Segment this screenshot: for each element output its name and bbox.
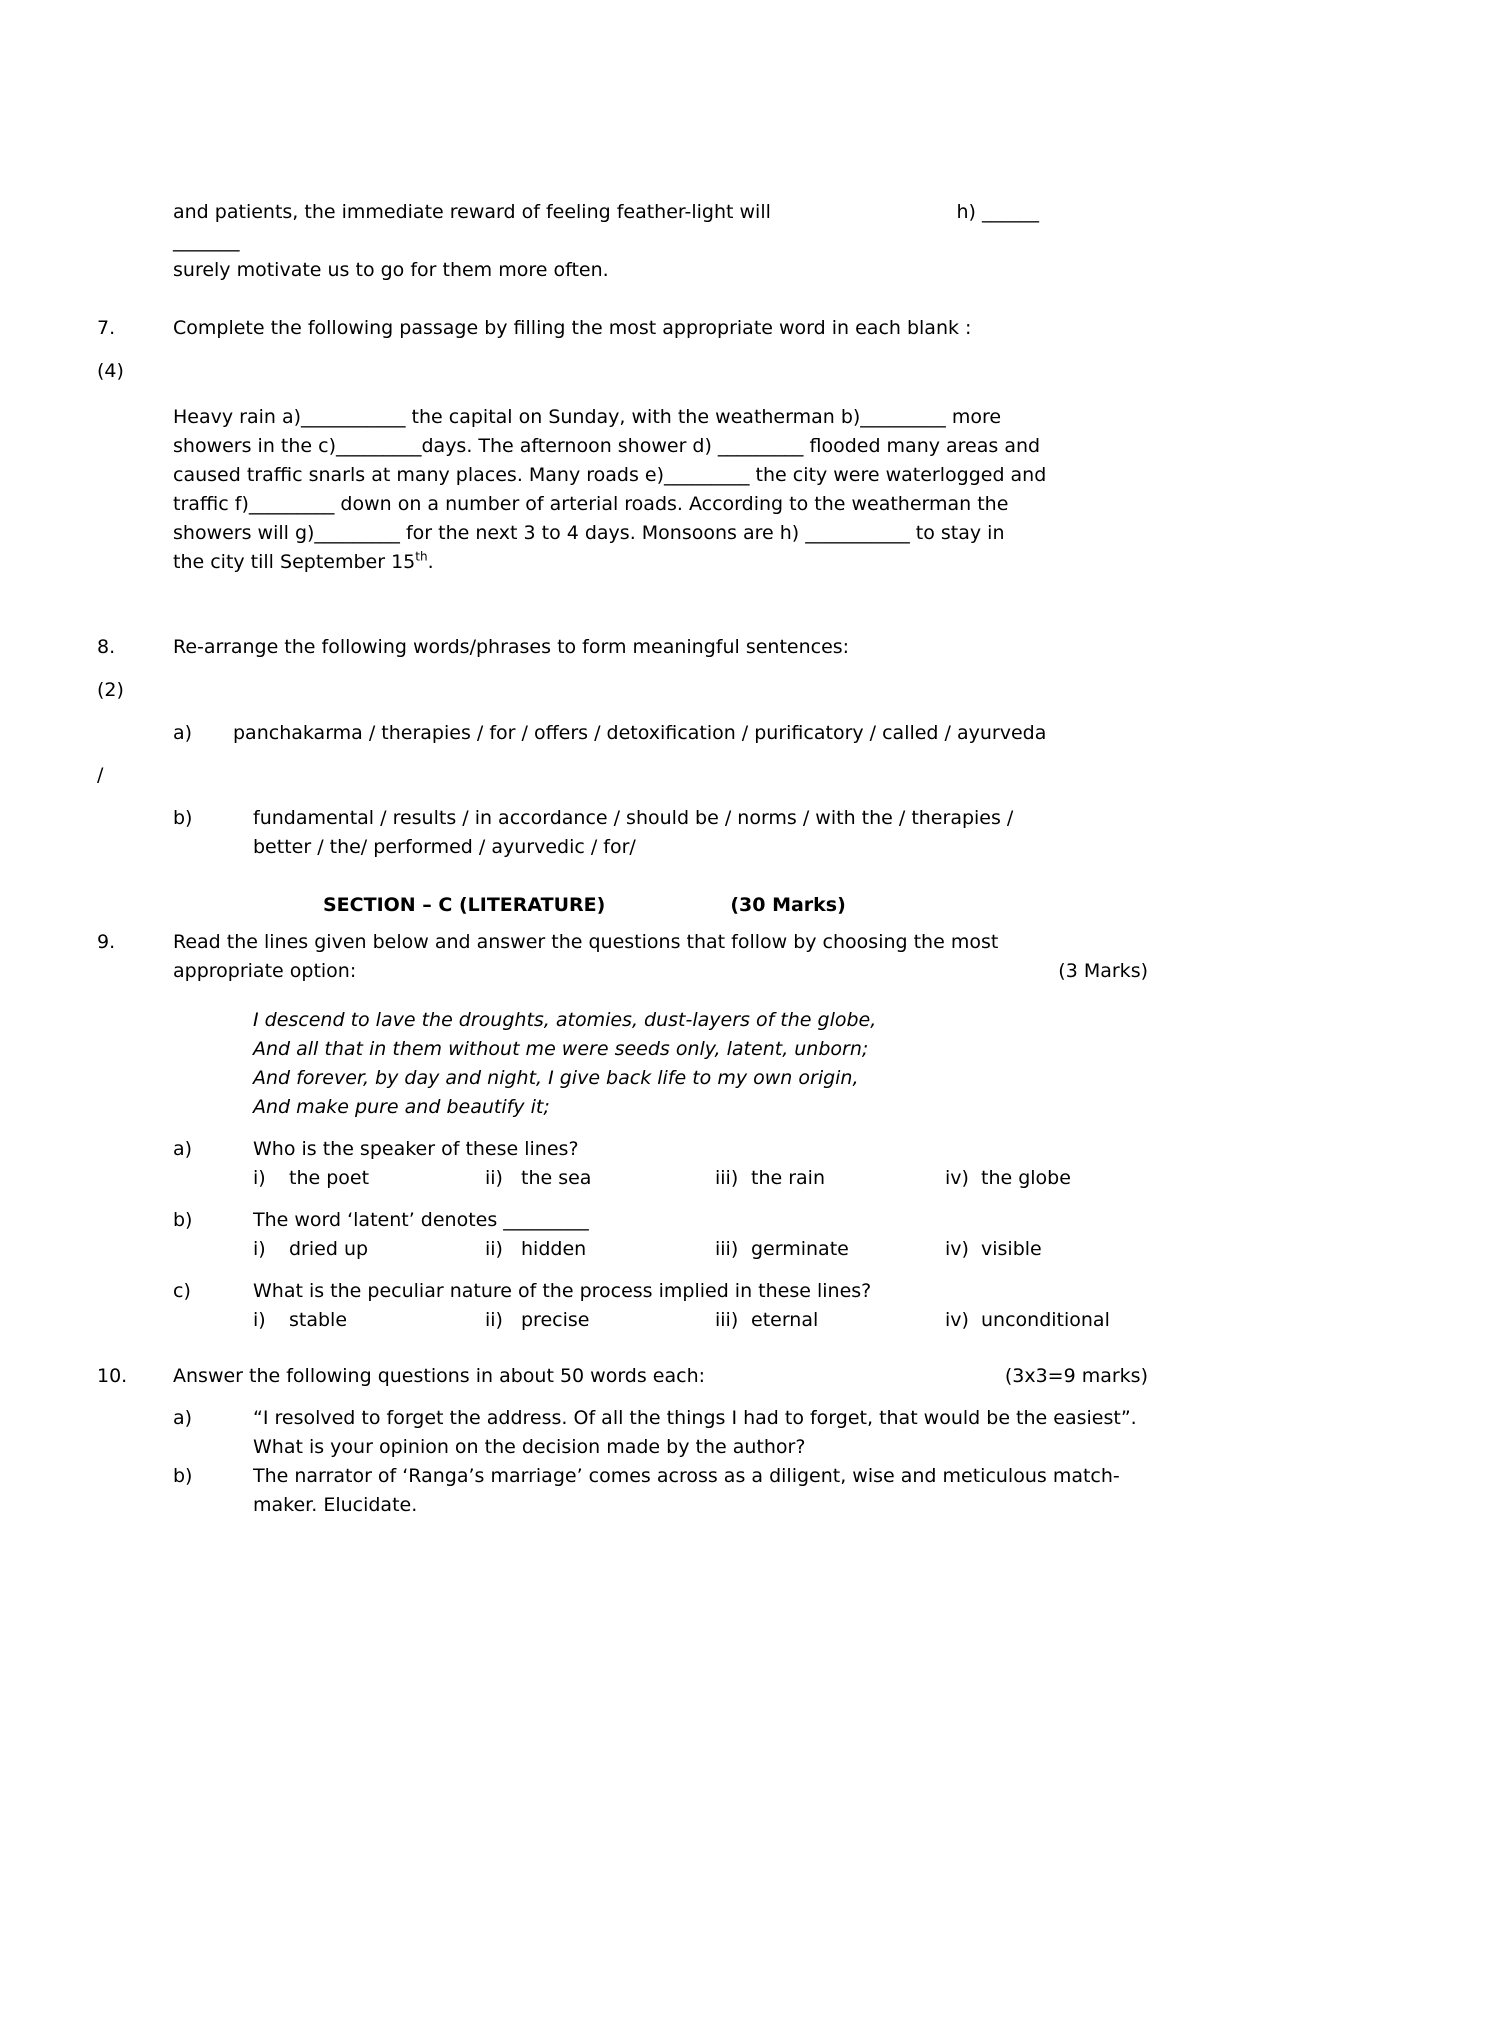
option-number: iii) — [715, 1309, 739, 1331]
part-label: a) — [173, 1138, 193, 1160]
passage-line: showers will g)_________ for the next 3 to 4 days. Monsoons are h) ___________ to stay in — [173, 522, 1005, 544]
question-prompt-line-2: appropriate option: — [173, 960, 357, 982]
poem-line: I descend to lave the droughts, atomies, dust-layers of the globe, — [253, 1009, 877, 1031]
question-9-part-c — [173, 1277, 1148, 1335]
question-10-parts — [173, 1404, 1148, 1520]
mcq-options — [253, 1235, 1148, 1264]
passage-last-text: the city till September 15 — [173, 551, 416, 573]
part-label: a) — [173, 1407, 193, 1429]
option-text: dried up — [289, 1238, 369, 1260]
part-question: The narrator of ‘Ranga’s marriage’ comes across as a diligent, wise and meticulous match-maker. Elucidate. — [253, 1465, 1120, 1516]
poem-extract — [253, 1006, 1148, 1122]
question-number: 9. — [97, 931, 116, 953]
part-question: What is the peculiar nature of the process implied in these lines? — [253, 1280, 872, 1302]
mcq-option — [485, 1306, 715, 1335]
question-prompt-line-2-row — [173, 957, 1148, 986]
part-label: b) — [173, 807, 193, 829]
option-number: iii) — [715, 1238, 739, 1260]
section-c-heading — [323, 891, 1145, 920]
question-marks: (4) — [97, 360, 124, 382]
option-text: stable — [289, 1309, 348, 1331]
option-text: visible — [981, 1238, 1042, 1260]
question-10-part-a — [173, 1404, 1148, 1462]
blank-h: h) ______ — [956, 201, 1039, 223]
question-marks: (3x3=9 marks) — [1004, 1365, 1148, 1387]
part-question: Who is the speaker of these lines? — [253, 1138, 579, 1160]
question-10-header — [173, 1362, 1148, 1391]
ordinal-superscript: th — [415, 549, 428, 564]
part-label: a) — [173, 722, 193, 744]
question-7-header — [97, 314, 1148, 343]
passage-line: Heavy rain a)___________ the capital on Sunday, with the weatherman b)_________ more — [173, 406, 1002, 428]
question-prompt: Re-arrange the following words/phrases to form meaningful sentences: — [173, 636, 850, 658]
question-9 — [97, 928, 1148, 1335]
question-9-part-a — [173, 1135, 1148, 1193]
question-8-header — [97, 633, 1148, 662]
question-10-part-b — [173, 1462, 1148, 1520]
question-8-part-b — [173, 804, 1148, 862]
question-prompt: Complete the following passage by filling the most appropriate word in each blank : — [173, 317, 972, 339]
option-text: the globe — [981, 1167, 1071, 1189]
option-number: i) — [253, 1238, 266, 1260]
question-10 — [97, 1362, 1148, 1520]
cloze-passage — [173, 403, 1148, 577]
option-number: iv) — [945, 1167, 969, 1189]
poem-line: And forever, by day and night, I give back life to my own origin, — [253, 1067, 859, 1089]
question-7 — [97, 314, 1148, 577]
option-text: hidden — [521, 1238, 587, 1260]
question-prompt-line-1: Read the lines given below and answer the questions that follow by choosing the most — [173, 931, 999, 953]
passage-last-period: . — [427, 551, 434, 573]
section-title: SECTION – C (LITERATURE) — [323, 894, 606, 916]
mcq-option — [715, 1235, 945, 1264]
continuation-line-2: surely motivate us to go for them more often. — [173, 259, 609, 281]
continuation-text: and patients, the immediate reward of feeling feather-light will — [173, 201, 771, 223]
option-number: ii) — [485, 1309, 503, 1331]
passage-line — [173, 548, 1148, 577]
option-text: the poet — [289, 1167, 370, 1189]
question-8 — [97, 633, 1148, 862]
mcq-option — [253, 1306, 485, 1335]
mcq-option — [253, 1235, 485, 1264]
jumbled-words-a: panchakarma / therapies / for / offers / detoxification / purificatory / called / ayurveda — [233, 722, 1047, 744]
question-marks: (3 Marks) — [1058, 960, 1148, 982]
question-10-body — [97, 1362, 1148, 1520]
question-number: 10. — [97, 1365, 128, 1387]
option-text: eternal — [751, 1309, 819, 1331]
section-marks: (30 Marks) — [730, 894, 846, 916]
continuation-blank: _______ — [173, 230, 240, 252]
mcq-option — [715, 1164, 945, 1193]
passage-line: showers in the c)_________days. The afternoon shower d) _________ flooded many areas and — [173, 435, 1041, 457]
option-number: ii) — [485, 1238, 503, 1260]
passage-line: traffic f)_________ down on a number of arterial roads. According to the weatherman the — [173, 493, 1009, 515]
jumbled-words-b — [253, 804, 1013, 862]
mcq-option — [945, 1164, 1148, 1193]
poem-line: And make pure and beautify it; — [253, 1096, 550, 1118]
mcq-option — [253, 1164, 485, 1193]
mcq-option — [945, 1306, 1148, 1335]
continuation-line-1 — [173, 198, 1039, 227]
question-marks: (2) — [97, 679, 124, 701]
option-number: iv) — [945, 1309, 969, 1331]
question-8-part-a — [173, 719, 1148, 748]
option-text: precise — [521, 1309, 590, 1331]
mcq-option — [485, 1235, 715, 1264]
mcq-option — [485, 1164, 715, 1193]
mcq-option — [945, 1235, 1148, 1264]
option-text: germinate — [751, 1238, 849, 1260]
option-number: ii) — [485, 1167, 503, 1189]
part-question: “I resolved to forget the address. Of all the things I had to forget, that would be the easiest”. What is your opinion on the decision made by the author? — [253, 1407, 1137, 1458]
poem-line: And all that in them without me were seeds only, latent, unborn; — [253, 1038, 869, 1060]
part-question: The word ‘latent’ denotes _________ — [253, 1209, 589, 1231]
mcq-option — [715, 1306, 945, 1335]
option-text: the sea — [521, 1167, 592, 1189]
passage-line: caused traffic snarls at many places. Many roads e)_________ the city were waterlogged and — [173, 464, 1047, 486]
part-a-continuation-slash: / — [97, 764, 104, 786]
part-label: c) — [173, 1280, 191, 1302]
mcq-options — [253, 1306, 1148, 1335]
option-number: iii) — [715, 1167, 739, 1189]
passage-continuation — [173, 198, 1148, 285]
question-9-body — [97, 928, 1148, 1335]
question-9-part-b — [173, 1206, 1148, 1264]
part-label: b) — [173, 1465, 193, 1487]
jumbled-words-b-line-1: fundamental / results / in accordance / should be / norms / with the / therapies / — [253, 807, 1014, 829]
option-number: i) — [253, 1167, 266, 1189]
question-number: 8. — [97, 636, 116, 658]
option-number: iv) — [945, 1238, 969, 1260]
question-number: 7. — [97, 317, 116, 339]
question-prompt: Answer the following questions in about 50 words each: — [173, 1365, 706, 1387]
option-number: i) — [253, 1309, 266, 1331]
part-label: b) — [173, 1209, 193, 1231]
option-text: the rain — [751, 1167, 825, 1189]
mcq-options — [253, 1164, 1148, 1193]
jumbled-words-b-line-2: better / the/ performed / ayurvedic / for/ — [253, 836, 636, 858]
option-text: unconditional — [981, 1309, 1110, 1331]
